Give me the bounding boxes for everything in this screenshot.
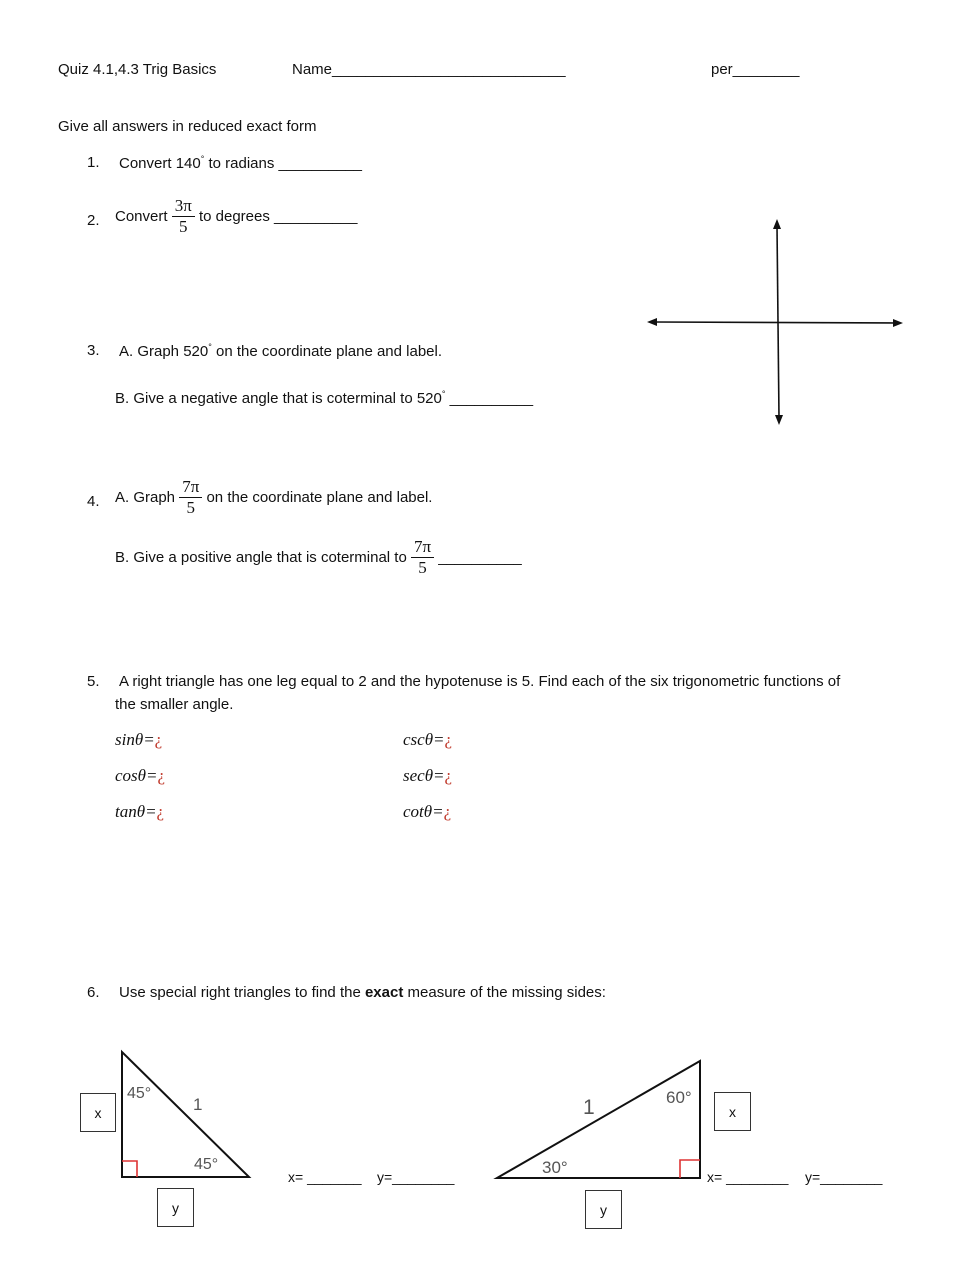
tri2-y-box: y [585, 1190, 622, 1229]
tri1-y-answer[interactable]: y=________ [377, 1169, 455, 1185]
q1-number: 1. [87, 154, 100, 171]
q3-number: 3. [87, 342, 100, 359]
q5-line1: A right triangle has one leg equal to 2 and the hypotenuse is 5. Find each of the six trigonometric functions of [119, 673, 841, 690]
y-axis-top-arrow [773, 219, 781, 229]
q4-number: 4. [87, 493, 100, 510]
period-field[interactable]: per________ [711, 61, 800, 78]
q2-answer-blank[interactable]: __________ [274, 208, 358, 225]
x-axis-right-arrow [893, 319, 903, 327]
coordinate-plane[interactable] [640, 210, 910, 430]
tri1-y-box: y [157, 1188, 194, 1227]
tan-field[interactable]: tanθ=¿ [115, 802, 165, 821]
q3a-text: A. Graph 520° on the coordinate plane and label. [119, 342, 443, 360]
instructions: Give all answers in reduced exact form [58, 118, 317, 135]
tri2-y-answer[interactable]: y=________ [805, 1169, 883, 1185]
tri2-x-answer[interactable]: x= ________ [707, 1169, 789, 1185]
triangle-1-shape [122, 1052, 249, 1177]
q3b-text: B. Give a negative angle that is coterminal to 520° __________ [115, 389, 534, 407]
tri1-angle-top: 45° [127, 1085, 152, 1102]
sec-field[interactable]: secθ=¿ [403, 766, 453, 785]
quiz-title: Quiz 4.1,4.3 Trig Basics [58, 61, 217, 78]
tri2-angle-right: 60° [666, 1088, 692, 1107]
q6-text: Use special right triangles to find the exact measure of the missing sides: [119, 984, 606, 1001]
right-angle-marker-1 [122, 1161, 137, 1177]
q1-text: Convert 140° to radians __________ [119, 154, 362, 172]
sin-field[interactable]: sinθ=¿ [115, 730, 163, 749]
q5-line2: the smaller angle. [115, 696, 234, 713]
q6-number: 6. [87, 984, 100, 1001]
triangle-45-45-90 [110, 1045, 260, 1185]
tri2-angle-left: 30° [542, 1158, 568, 1177]
tri1-x-box: x [80, 1093, 116, 1132]
tri1-hyp-label: 1 [193, 1095, 203, 1114]
x-axis-left-arrow [647, 318, 657, 326]
q4a-text: A. Graph $\frac{7\pi}{5}$ on the coordinate plane and label. [115, 477, 433, 517]
tri2-hyp-label: 1 [583, 1096, 595, 1119]
tri2-x-box: x [714, 1092, 751, 1131]
y-axis [777, 226, 779, 418]
q4a-fraction: $\frac{7\pi}{5}$ [179, 478, 202, 517]
tri1-angle-bottom: 45° [194, 1156, 219, 1173]
triangle-30-60-90 [490, 1055, 710, 1185]
triangle-2-shape [497, 1061, 700, 1178]
cot-field[interactable]: cotθ=¿ [403, 802, 452, 821]
q4b-answer-blank[interactable]: __________ [438, 549, 522, 566]
y-axis-bottom-arrow [775, 415, 783, 425]
q2-text: Convert $\frac{3\pi}{5}$ to degrees __________ [115, 196, 358, 236]
q4b-fraction: $\frac{7\pi}{5}$ [411, 538, 434, 577]
q2-number: 2. [87, 212, 100, 229]
tri1-x-answer[interactable]: x= _______ [288, 1169, 362, 1185]
q1-answer-blank[interactable]: __________ [278, 155, 362, 172]
q2-fraction: $\frac{3\pi}{5}$ [172, 197, 195, 236]
q4b-text: B. Give a positive angle that is coterminal to $\frac{7\pi}{5}$ __________ [115, 537, 522, 577]
cos-field[interactable]: cosθ=¿ [115, 766, 166, 785]
csc-field[interactable]: cscθ=¿ [403, 730, 453, 749]
q5-number: 5. [87, 673, 100, 690]
x-axis [654, 322, 896, 323]
right-angle-marker-2 [680, 1160, 700, 1178]
q3b-answer-blank[interactable]: __________ [445, 390, 534, 407]
name-field[interactable]: Name____________________________ [292, 61, 566, 78]
